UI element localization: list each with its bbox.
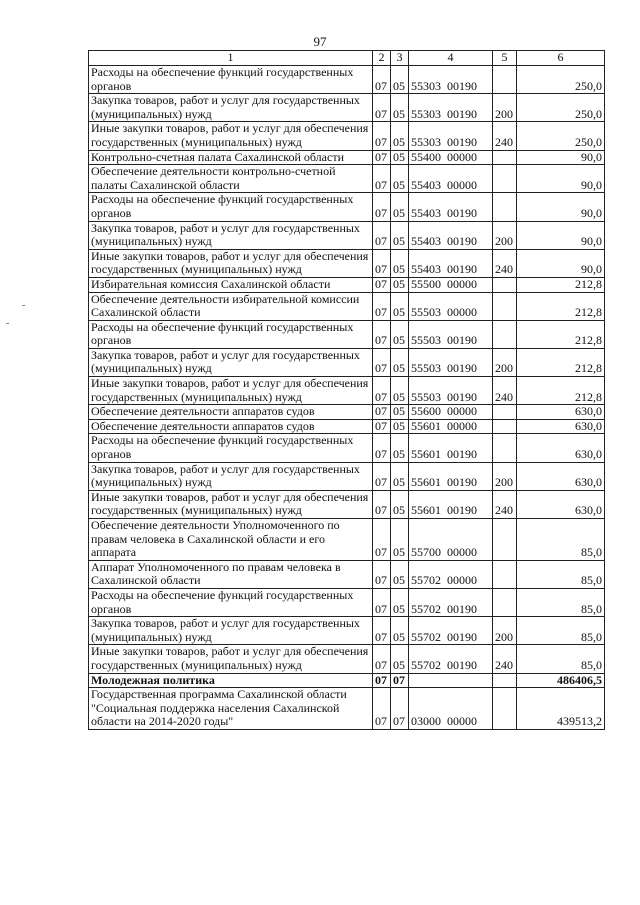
row-name-cell: Обеспечение деятельности аппаратов судов [89,419,373,434]
row-amount-cell: 90,0 [517,249,605,277]
row-expense-type-cell: 200 [493,94,517,122]
row-section-cell: 07 [373,165,391,193]
row-name-cell: Иные закупки товаров, работ и услуг для обеспечения государственных (муниципальных) нужд [89,249,373,277]
row-amount-cell: 630,0 [517,434,605,462]
row-section-cell: 07 [373,277,391,292]
row-name-cell: Иные закупки товаров, работ и услуг для обеспечения государственных (муниципальных) нужд [89,490,373,518]
row-target-code-cell: 55403 00000 [409,165,493,193]
table-row [89,560,605,588]
row-name-cell: Контрольно-счетная палата Сахалинской области [89,150,373,165]
row-section-cell: 07 [373,150,391,165]
row-amount-cell: 90,0 [517,221,605,249]
row-amount-cell: 630,0 [517,490,605,518]
row-section-cell: 07 [373,405,391,420]
row-amount-cell: 630,0 [517,462,605,490]
table-row [89,348,605,376]
table-row [89,94,605,122]
scan-speck: - [22,300,26,311]
row-name-cell: Расходы на обеспечение функций государственных органов [89,434,373,462]
table-row [89,673,605,688]
row-expense-type-cell: 240 [493,377,517,405]
header-cell: 1 [89,51,373,66]
row-expense-type-cell: 240 [493,122,517,150]
row-subsection-cell: 05 [391,292,409,320]
table-row [89,588,605,616]
row-expense-type-cell [493,277,517,292]
row-amount-cell: 212,8 [517,377,605,405]
row-subsection-cell: 05 [391,377,409,405]
row-subsection-cell: 05 [391,66,409,94]
row-subsection-cell: 05 [391,588,409,616]
row-target-code-cell: 55303 00190 [409,66,493,94]
scan-speck: - [6,318,10,329]
row-name-cell: Закупка товаров, работ и услуг для государственных (муниципальных) нужд [89,94,373,122]
table-row [89,434,605,462]
row-target-code-cell: 55601 00190 [409,462,493,490]
row-target-code-cell: 55503 00000 [409,292,493,320]
table-row [89,292,605,320]
table-row [89,419,605,434]
row-name-cell: Закупка товаров, работ и услуг для государственных (муниципальных) нужд [89,462,373,490]
row-amount-cell: 630,0 [517,419,605,434]
row-target-code-cell: 55702 00190 [409,617,493,645]
row-target-code-cell: 55702 00000 [409,560,493,588]
row-section-cell: 07 [373,688,391,730]
row-amount-cell: 212,8 [517,320,605,348]
row-target-code-cell: 55601 00190 [409,434,493,462]
row-section-cell: 07 [373,221,391,249]
table-row [89,320,605,348]
row-name-cell: Обеспечение деятельности избирательной комиссии Сахалинской области [89,292,373,320]
row-section-cell: 07 [373,673,391,688]
row-target-code-cell: 55403 00190 [409,221,493,249]
row-amount-cell: 212,8 [517,277,605,292]
row-target-code-cell: 55303 00190 [409,122,493,150]
row-section-cell: 07 [373,348,391,376]
header-cell: 4 [409,51,493,66]
row-section-cell: 07 [373,490,391,518]
table-row [89,122,605,150]
row-subsection-cell: 05 [391,277,409,292]
row-amount-cell: 212,8 [517,292,605,320]
row-subsection-cell: 05 [391,150,409,165]
row-subsection-cell: 05 [391,560,409,588]
row-name-cell: Закупка товаров, работ и услуг для государственных (муниципальных) нужд [89,348,373,376]
row-target-code-cell: 55400 00000 [409,150,493,165]
row-expense-type-cell: 200 [493,617,517,645]
row-section-cell: 07 [373,94,391,122]
row-target-code-cell: 55503 00190 [409,377,493,405]
row-expense-type-cell [493,320,517,348]
row-expense-type-cell [493,150,517,165]
header-cell: 5 [493,51,517,66]
row-amount-cell: 85,0 [517,617,605,645]
row-target-code-cell: 55303 00190 [409,94,493,122]
table-row [89,193,605,221]
row-section-cell: 07 [373,292,391,320]
row-name-cell: Аппарат Уполномоченного по правам человека в Сахалинской области [89,560,373,588]
row-subsection-cell: 05 [391,122,409,150]
row-name-cell: Закупка товаров, работ и услуг для государственных (муниципальных) нужд [89,221,373,249]
row-subsection-cell: 05 [391,94,409,122]
row-target-code-cell: 55702 00190 [409,645,493,673]
row-expense-type-cell: 240 [493,490,517,518]
row-section-cell: 07 [373,588,391,616]
header-cell: 3 [391,51,409,66]
row-subsection-cell: 05 [391,519,409,561]
row-target-code-cell: 55601 00000 [409,419,493,434]
row-subsection-cell: 05 [391,165,409,193]
row-section-cell: 07 [373,617,391,645]
table-row [89,165,605,193]
row-target-code-cell: 55503 00190 [409,320,493,348]
row-name-cell: Расходы на обеспечение функций государственных органов [89,193,373,221]
page-number: 97 [313,34,327,49]
row-expense-type-cell [493,434,517,462]
row-expense-type-cell [493,588,517,616]
header-cell: 2 [373,51,391,66]
row-name-cell: Молодежная политика [89,673,373,688]
row-amount-cell: 250,0 [517,66,605,94]
row-expense-type-cell [493,292,517,320]
row-name-cell: Расходы на обеспечение функций государственных органов [89,66,373,94]
row-target-code-cell: 55503 00190 [409,348,493,376]
row-name-cell: Государственная программа Сахалинской области "Социальная поддержка населения Сахалинской области на 2014-2020 годы" [89,688,373,730]
row-amount-cell: 90,0 [517,150,605,165]
row-amount-cell: 85,0 [517,645,605,673]
row-subsection-cell: 05 [391,221,409,249]
row-target-code-cell: 55700 00000 [409,519,493,561]
row-expense-type-cell: 240 [493,249,517,277]
table-row [89,150,605,165]
budget-table [88,50,605,730]
row-expense-type-cell [493,673,517,688]
row-target-code-cell: 55403 00190 [409,249,493,277]
table-row [89,462,605,490]
row-name-cell: Избирательная комиссия Сахалинской области [89,277,373,292]
row-target-code-cell: 55403 00190 [409,193,493,221]
row-section-cell: 07 [373,66,391,94]
row-subsection-cell: 05 [391,193,409,221]
row-subsection-cell: 05 [391,348,409,376]
row-section-cell: 07 [373,462,391,490]
table-row [89,688,605,730]
row-name-cell: Обеспечение деятельности Уполномоченного по правам человека в Сахалинской области и его аппарата [89,519,373,561]
row-target-code-cell [409,673,493,688]
row-target-code-cell: 55702 00190 [409,588,493,616]
row-expense-type-cell: 200 [493,348,517,376]
row-subsection-cell: 07 [391,673,409,688]
row-target-code-cell: 03000 00000 [409,688,493,730]
row-expense-type-cell: 240 [493,645,517,673]
row-amount-cell: 90,0 [517,165,605,193]
row-subsection-cell: 05 [391,490,409,518]
row-name-cell: Иные закупки товаров, работ и услуг для обеспечения государственных (муниципальных) нужд [89,377,373,405]
table-row [89,221,605,249]
row-amount-cell: 250,0 [517,94,605,122]
row-expense-type-cell [493,688,517,730]
row-subsection-cell: 05 [391,434,409,462]
row-section-cell: 07 [373,122,391,150]
row-amount-cell: 486406,5 [517,673,605,688]
row-section-cell: 07 [373,519,391,561]
header-cell: 6 [517,51,605,66]
row-amount-cell: 90,0 [517,193,605,221]
row-expense-type-cell [493,405,517,420]
row-amount-cell: 85,0 [517,560,605,588]
table-row [89,277,605,292]
table-header-row [89,51,605,66]
row-section-cell: 07 [373,249,391,277]
row-expense-type-cell [493,66,517,94]
row-subsection-cell: 05 [391,462,409,490]
row-expense-type-cell [493,193,517,221]
table-row [89,66,605,94]
row-amount-cell: 85,0 [517,519,605,561]
row-expense-type-cell [493,419,517,434]
row-name-cell: Иные закупки товаров, работ и услуг для обеспечения государственных (муниципальных) нужд [89,122,373,150]
row-subsection-cell: 05 [391,405,409,420]
table-row [89,519,605,561]
table-row [89,249,605,277]
row-subsection-cell: 05 [391,617,409,645]
row-amount-cell: 212,8 [517,348,605,376]
row-section-cell: 07 [373,193,391,221]
row-section-cell: 07 [373,419,391,434]
row-subsection-cell: 05 [391,320,409,348]
row-subsection-cell: 05 [391,645,409,673]
table-row [89,377,605,405]
row-name-cell: Обеспечение деятельности контрольно-счетной палаты Сахалинской области [89,165,373,193]
table-row [89,645,605,673]
row-section-cell: 07 [373,434,391,462]
row-name-cell: Расходы на обеспечение функций государственных органов [89,588,373,616]
row-section-cell: 07 [373,645,391,673]
row-expense-type-cell: 200 [493,221,517,249]
row-name-cell: Расходы на обеспечение функций государственных органов [89,320,373,348]
row-section-cell: 07 [373,377,391,405]
row-subsection-cell: 05 [391,419,409,434]
row-expense-type-cell [493,560,517,588]
row-target-code-cell: 55500 00000 [409,277,493,292]
row-name-cell: Обеспечение деятельности аппаратов судов [89,405,373,420]
table-row [89,405,605,420]
row-expense-type-cell: 200 [493,462,517,490]
row-subsection-cell: 07 [391,688,409,730]
table-row [89,617,605,645]
row-amount-cell: 439513,2 [517,688,605,730]
row-name-cell: Закупка товаров, работ и услуг для государственных (муниципальных) нужд [89,617,373,645]
row-subsection-cell: 05 [391,249,409,277]
row-section-cell: 07 [373,320,391,348]
row-name-cell: Иные закупки товаров, работ и услуг для обеспечения государственных (муниципальных) нужд [89,645,373,673]
row-expense-type-cell [493,165,517,193]
row-section-cell: 07 [373,560,391,588]
row-target-code-cell: 55601 00190 [409,490,493,518]
table-row [89,490,605,518]
row-amount-cell: 85,0 [517,588,605,616]
row-expense-type-cell [493,519,517,561]
row-amount-cell: 250,0 [517,122,605,150]
row-amount-cell: 630,0 [517,405,605,420]
row-target-code-cell: 55600 00000 [409,405,493,420]
